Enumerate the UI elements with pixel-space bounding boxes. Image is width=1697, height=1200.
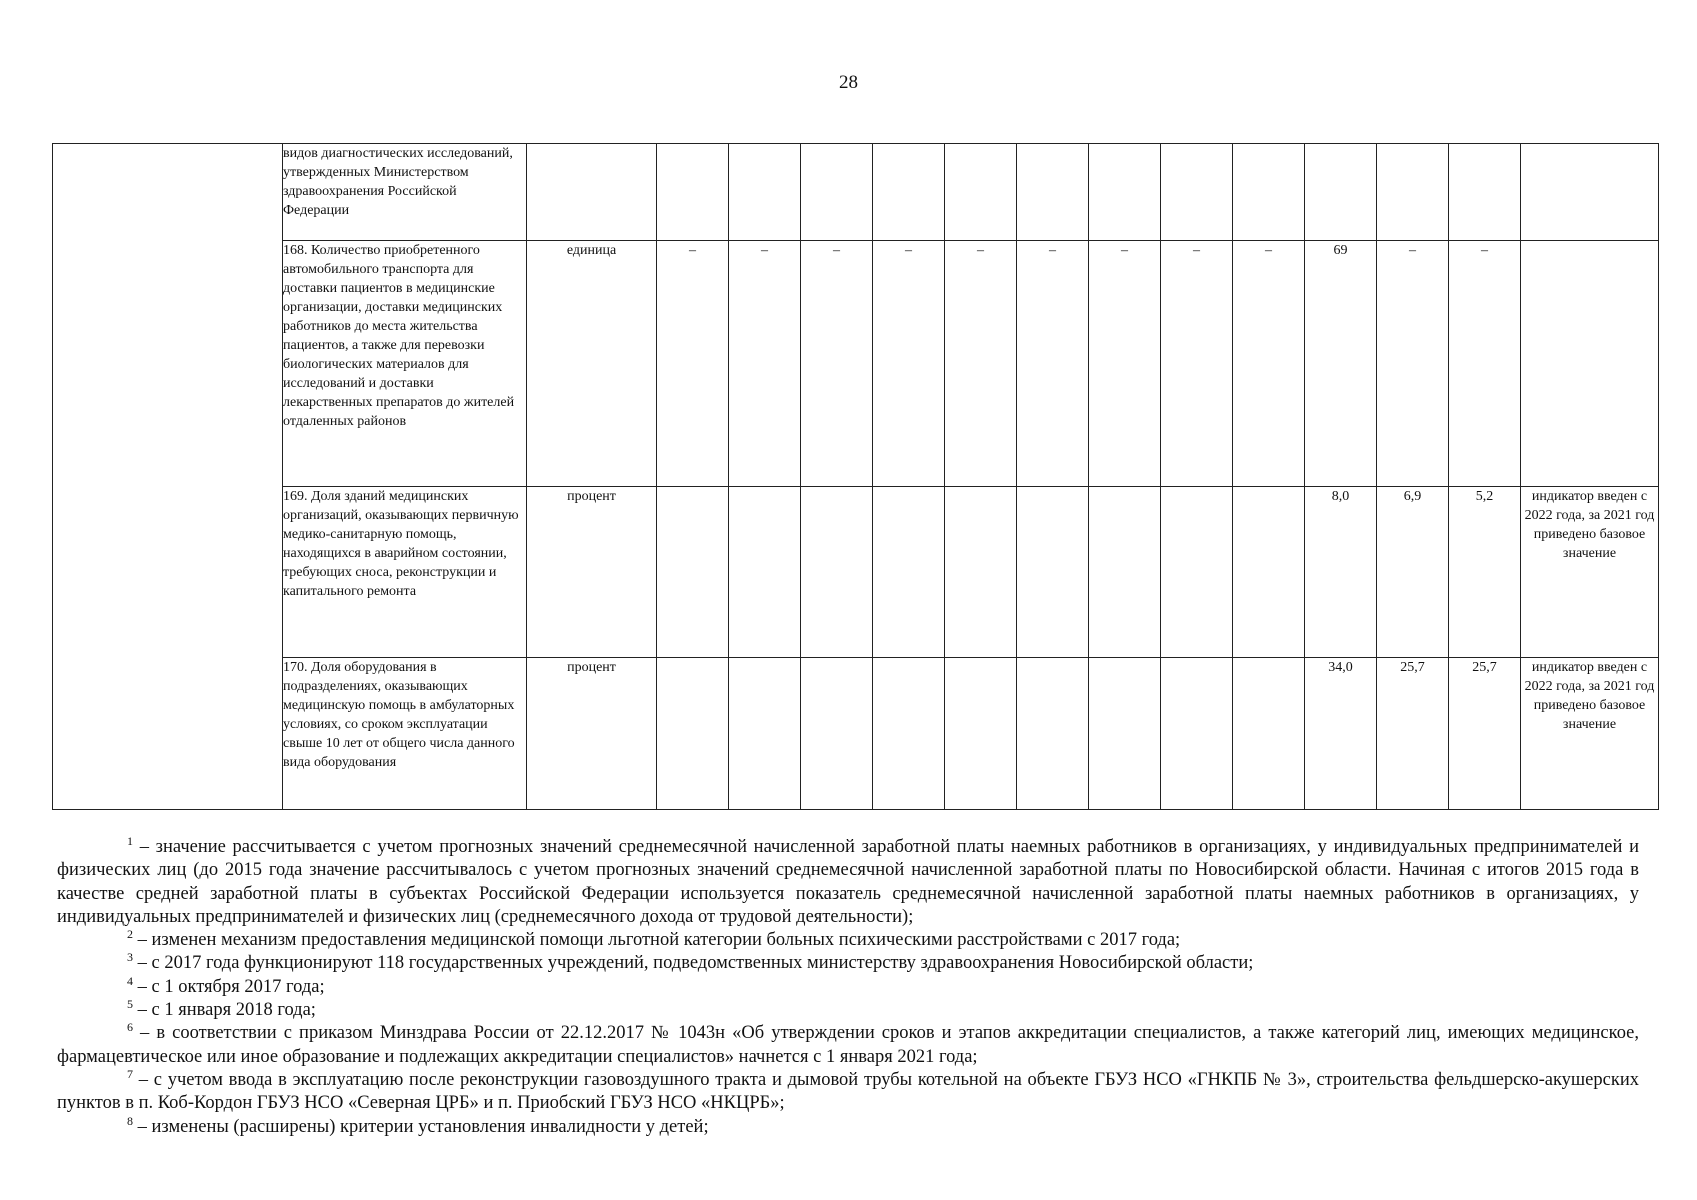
note-cell <box>1521 241 1659 487</box>
value-cell <box>945 144 1017 241</box>
footnote <box>57 1113 1639 1139</box>
value-cell: 8,0 <box>1305 487 1377 658</box>
footnote-text: – в соответствии с приказом Минздрава России от 22.12.2017 № 1043н «Об утверждении сроков и этапов аккредитации специалистов, а также категорий лиц, имеющих медицинское, фармацевтическое или иное образование и подлежащих аккредитации специалистов» начнется с 1 января 2021 года; <box>57 1023 1639 1067</box>
note-cell <box>1521 144 1659 241</box>
value-cell: – <box>945 241 1017 487</box>
value-cell <box>657 487 729 658</box>
footnote <box>57 1022 1639 1069</box>
footnote-number: 7 <box>127 1066 133 1081</box>
value-cell <box>1305 144 1377 241</box>
value-cell: – <box>1233 241 1305 487</box>
indicator-name: 168. Количество приобретенного автомобильного транспорта для доставки пациентов в медицинские организации, доставки медицинских работников до места жительства пациентов, а также для перевозки биологических материалов для исследований и доставки лекарственных препаратов до жителей отдаленных районов <box>283 241 527 487</box>
unit-cell: процент <box>527 658 657 810</box>
value-cell: 6,9 <box>1377 487 1449 658</box>
footnote-text: – с 1 января 2018 года; <box>133 1000 316 1021</box>
value-cell: 34,0 <box>1305 658 1377 810</box>
value-cell: – <box>1017 241 1089 487</box>
value-cell <box>657 144 729 241</box>
footnote-text: – с 2017 года функционируют 118 государственных учреждений, подведомственных министерству здравоохранения Новосибирской области; <box>133 953 1254 974</box>
table-row <box>53 144 1659 241</box>
value-cell <box>1233 144 1305 241</box>
indicator-name: видов диагностических исследований, утвержденных Министерством здравоохранения Российской Федерации <box>283 144 527 241</box>
value-cell: 69 <box>1305 241 1377 487</box>
footnote <box>57 1066 1639 1116</box>
indicator-name: 170. Доля оборудования в подразделениях, оказывающих медицинскую помощь в амбулаторных условиях, со сроком эксплуатации свыше 10 лет от общего числа данного вида оборудования <box>283 658 527 810</box>
footnote-number: 3 <box>127 950 133 965</box>
page-number: 28 <box>839 72 858 93</box>
value-cell: 5,2 <box>1449 487 1521 658</box>
value-cell <box>1161 658 1233 810</box>
footnote-number: 4 <box>127 973 133 988</box>
footnote <box>57 836 1639 929</box>
value-cell <box>801 487 873 658</box>
unit-cell <box>527 144 657 241</box>
footnote-number: 5 <box>127 997 133 1012</box>
unit-cell: единица <box>527 241 657 487</box>
indicator-name: 169. Доля зданий медицинских организаций, оказывающих первичную медико-санитарную помощь, находящихся в аварийном состоянии, требующих сноса, реконструкции и капитального ремонта <box>283 487 527 658</box>
value-cell <box>1017 487 1089 658</box>
note-cell: индикатор введен с 2022 года, за 2021 год приведено базовое значение <box>1521 658 1659 810</box>
value-cell: – <box>1449 241 1521 487</box>
unit-cell: процент <box>527 487 657 658</box>
value-cell: – <box>729 241 801 487</box>
value-cell: – <box>801 241 873 487</box>
value-cell <box>1089 658 1161 810</box>
value-cell <box>945 487 1017 658</box>
footnote-number: 8 <box>127 1113 133 1128</box>
footnote-number: 1 <box>127 834 133 848</box>
footnote-number: 2 <box>127 927 133 942</box>
value-cell <box>1161 144 1233 241</box>
value-cell <box>945 658 1017 810</box>
footnote-text: – с 1 октября 2017 года; <box>133 976 325 997</box>
indicators-table <box>52 143 1659 810</box>
value-cell <box>729 144 801 241</box>
value-cell <box>729 658 801 810</box>
table-row <box>53 487 1659 658</box>
value-cell: – <box>1161 241 1233 487</box>
footnote-text: – изменены (расширены) критерии установления инвалидности у детей; <box>133 1116 709 1137</box>
value-cell <box>1017 658 1089 810</box>
note-cell: индикатор введен с 2022 года, за 2021 год приведено базовое значение <box>1521 487 1659 658</box>
value-cell <box>801 144 873 241</box>
value-cell <box>1017 144 1089 241</box>
value-cell <box>1089 487 1161 658</box>
value-cell: 25,7 <box>1449 658 1521 810</box>
program-cell <box>53 144 283 810</box>
footnote-text: – изменен механизм предоставления медицинской помощи льготной категории больных психическими расстройствами с 2017 года; <box>133 930 1181 951</box>
table-row <box>53 241 1659 487</box>
footnote-text: – с учетом ввода в эксплуатацию после реконструкции газовоздушного тракта и дымовой трубы котельной на объекте ГБУЗ НСО «ГНКПБ № 3», строительства фельдшерско-акушерских пунктов в п. Коб-Кордон ГБУЗ НСО «Северная ЦРБ» и п. Приобский ГБУЗ НСО «НКЦРБ»; <box>57 1069 1639 1114</box>
value-cell: – <box>873 241 945 487</box>
footnote <box>57 929 1639 952</box>
footnotes <box>57 836 1639 1139</box>
value-cell <box>1233 487 1305 658</box>
value-cell: – <box>1089 241 1161 487</box>
footnote <box>57 999 1639 1022</box>
value-cell <box>1233 658 1305 810</box>
table-row <box>53 658 1659 810</box>
value-cell <box>1449 144 1521 241</box>
footnote-number: 6 <box>127 1020 133 1035</box>
value-cell <box>657 658 729 810</box>
value-cell: – <box>1377 241 1449 487</box>
footnote <box>57 952 1639 975</box>
footnote <box>57 973 1639 999</box>
value-cell <box>1089 144 1161 241</box>
value-cell <box>873 487 945 658</box>
footnote-text: – значение рассчитывается с учетом прогнозных значений среднемесячной начисленной заработной платы наемных работников в организациях, у индивидуальных предпринимателей и физических лиц (до 2015 года значение рассчитывалось с учетом прогнозных значений среднемесячной начисленной заработной платы по Новосибирской области. Начиная с итогов 2015 года в качестве средней заработной платы в субъектах Российской Федерации используется показатель среднемесячной начисленной заработной платы наемных работников в организациях, у индивидуальных предпринимателей и физических лиц (среднемесячного дохода от трудовой деятельности); <box>57 837 1639 927</box>
value-cell <box>729 487 801 658</box>
value-cell: – <box>657 241 729 487</box>
value-cell <box>1161 487 1233 658</box>
value-cell: 25,7 <box>1377 658 1449 810</box>
value-cell <box>873 658 945 810</box>
value-cell <box>801 658 873 810</box>
value-cell <box>873 144 945 241</box>
value-cell <box>1377 144 1449 241</box>
